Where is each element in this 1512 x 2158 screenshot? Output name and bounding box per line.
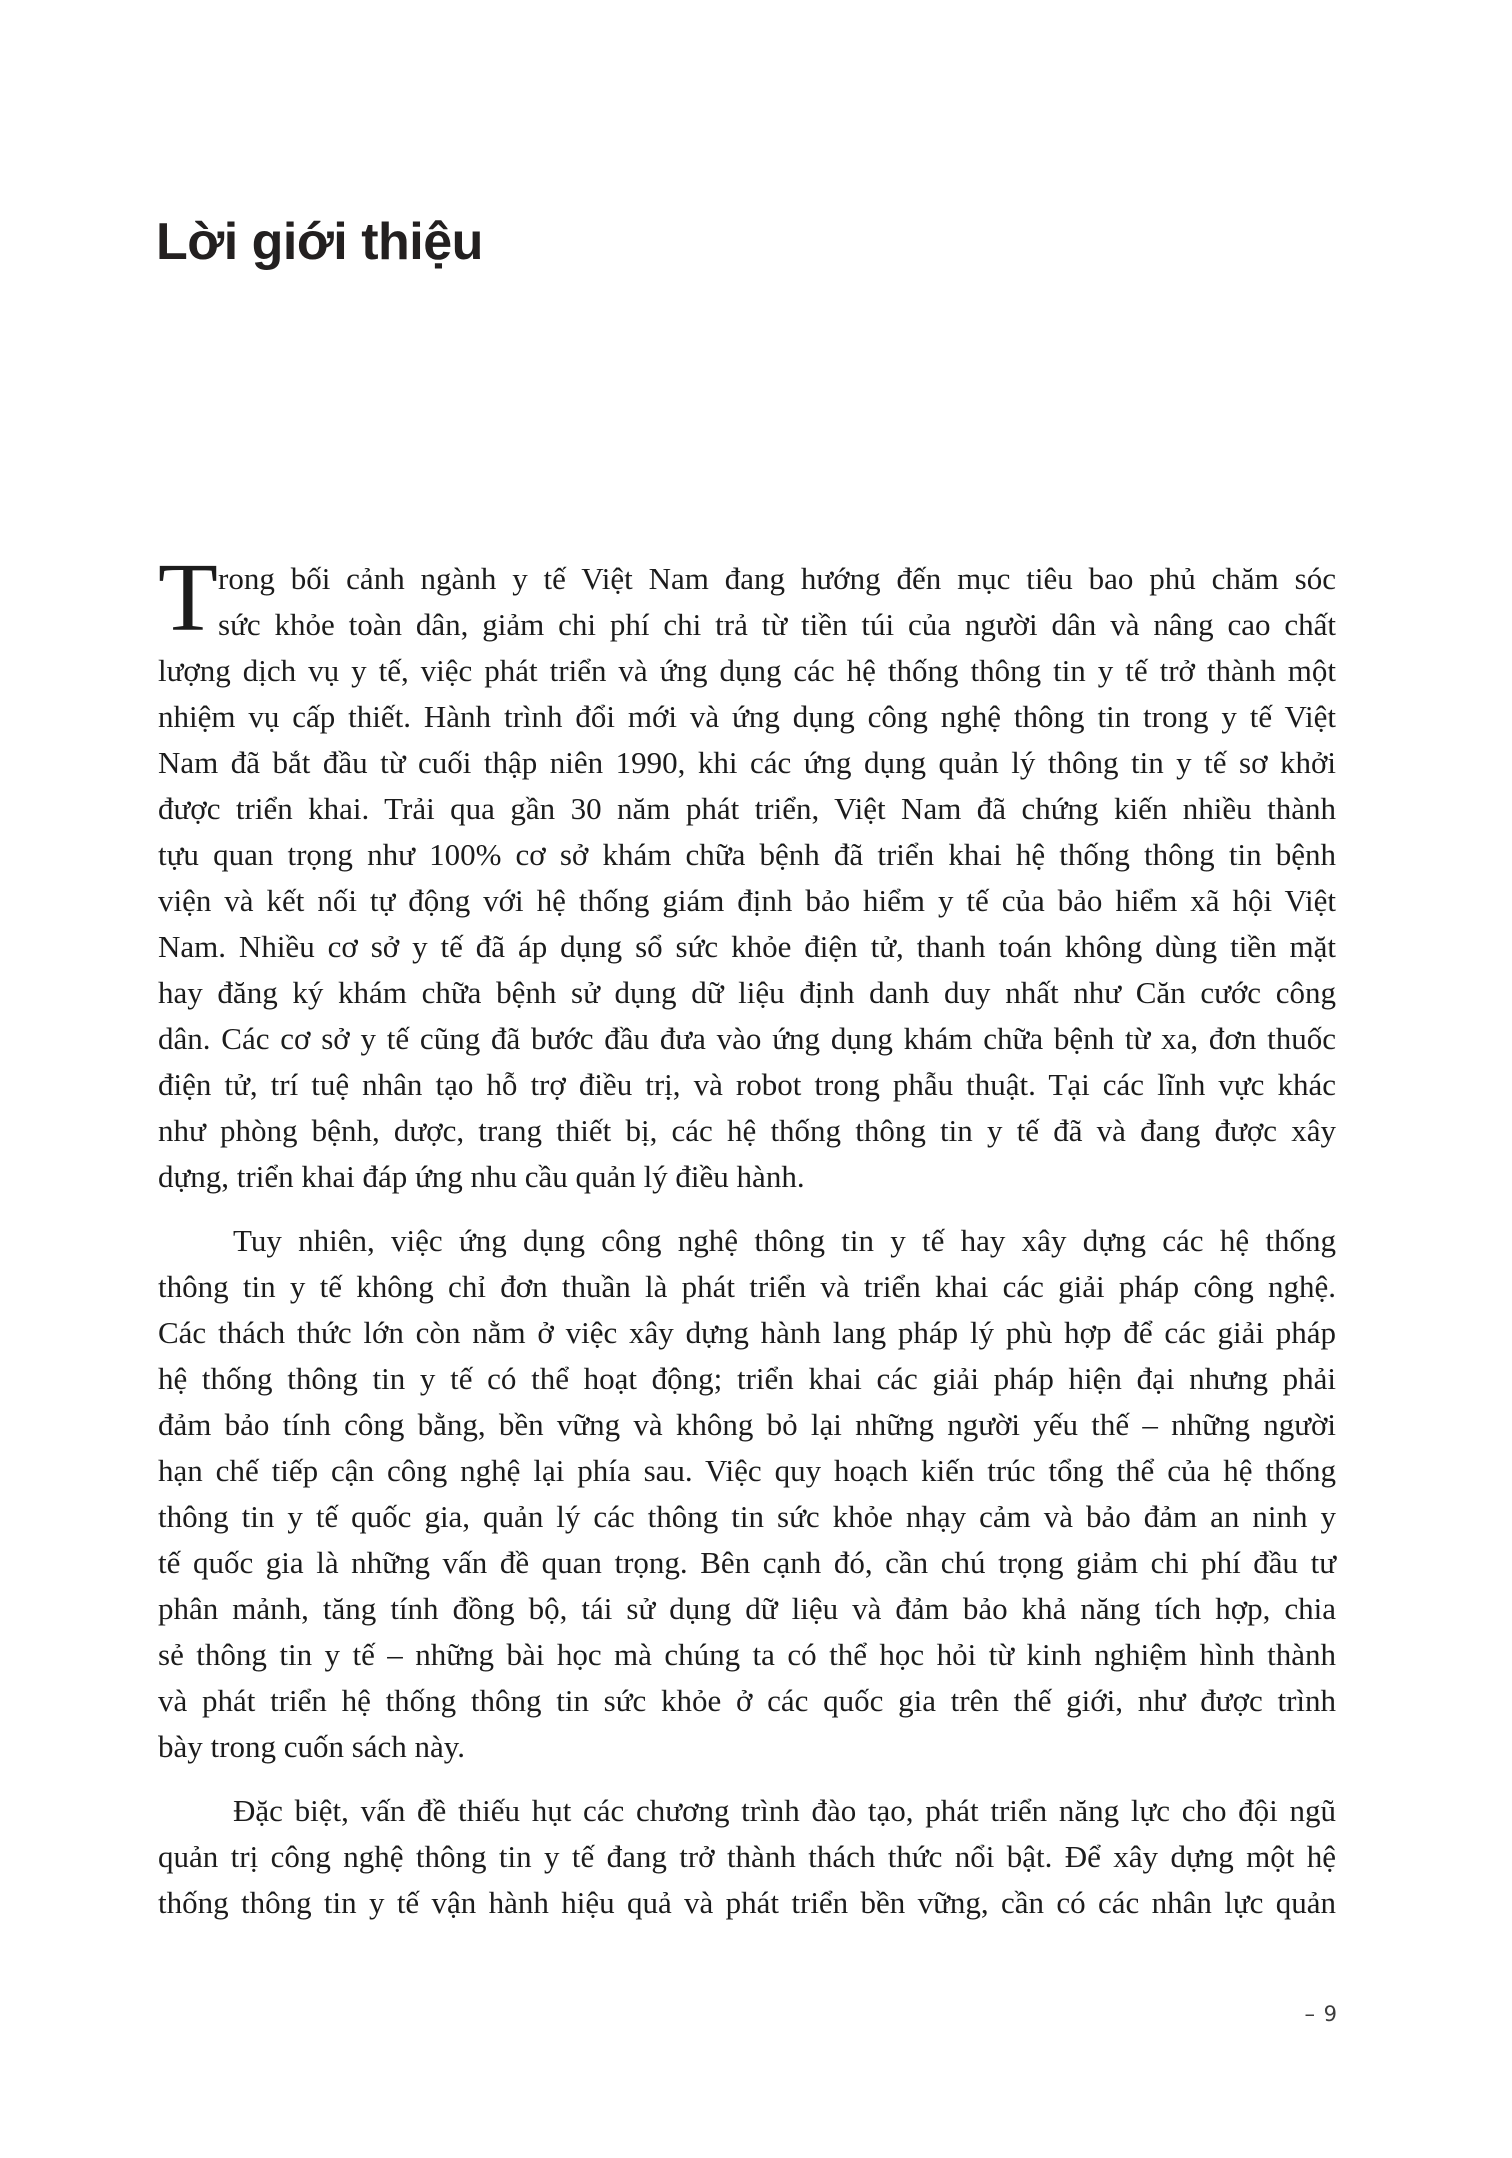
text-line: tựu quan trọng như 100% cơ sở khám chữa bệnh đã triển khai hệ thống thông tin bệnh	[158, 837, 1336, 872]
text-line: Nam đã bắt đầu từ cuối thập niên 1990, khi các ứng dụng quản lý thông tin y tế sơ khởi	[158, 745, 1336, 780]
text-line: hay đăng ký khám chữa bệnh sử dụng dữ liệu định danh duy nhất như Căn cước công	[158, 975, 1336, 1010]
text-line: hệ thống thông tin y tế có thể hoạt động; triển khai các giải pháp hiện đại nhưng phải	[158, 1361, 1336, 1396]
text-line: rong bối cảnh ngành y tế Việt Nam đang hướng đến mục tiêu bao phủ chăm sóc	[218, 561, 1336, 596]
paragraph-2	[158, 1218, 1336, 1770]
text-line: lượng dịch vụ y tế, việc phát triển và ứng dụng các hệ thống thông tin y tế trở thành một	[158, 653, 1336, 688]
text-line: dựng, triển khai đáp ứng nhu cầu quản lý điều hành.	[158, 1159, 805, 1194]
paragraph-1	[158, 544, 1336, 1200]
text-line: thông tin y tế không chỉ đơn thuần là phát triển và triển khai các giải pháp công nghệ.	[158, 1269, 1336, 1304]
body-text	[158, 544, 1336, 1926]
text-line: được triển khai. Trải qua gần 30 năm phát triển, Việt Nam đã chứng kiến nhiều thành	[158, 791, 1336, 826]
paragraph-3	[158, 1788, 1336, 1926]
text-line: Nam. Nhiều cơ sở y tế đã áp dụng sổ sức khỏe điện tử, thanh toán không dùng tiền mặt	[158, 929, 1336, 964]
text-line: đảm bảo tính công bằng, bền vững và không bỏ lại những người yếu thế – những người	[158, 1407, 1336, 1442]
text-line: Đặc biệt, vấn đề thiếu hụt các chương trình đào tạo, phát triển năng lực cho đội ngũ	[233, 1793, 1336, 1828]
text-line: như phòng bệnh, dược, trang thiết bị, các hệ thống thông tin y tế đã và đang được xây	[158, 1113, 1336, 1148]
text-line: thống thông tin y tế vận hành hiệu quả và phát triển bền vững, cần có các nhân lực quản	[158, 1885, 1336, 1920]
text-line: hạn chế tiếp cận công nghệ lại phía sau. Việc quy hoạch kiến trúc tổng thể của hệ thống	[158, 1453, 1336, 1488]
text-line: và phát triển hệ thống thông tin sức khỏe ở các quốc gia trên thế giới, như được trình	[158, 1683, 1336, 1718]
text-line: phân mảnh, tăng tính đồng bộ, tái sử dụng dữ liệu và đảm bảo khả năng tích hợp, chia	[158, 1591, 1336, 1626]
text-line: viện và kết nối tự động với hệ thống giám định bảo hiểm y tế của bảo hiểm xã hội Việt	[158, 883, 1336, 918]
text-line: thông tin y tế quốc gia, quản lý các thông tin sức khỏe nhạy cảm và bảo đảm an ninh y	[158, 1499, 1336, 1534]
text-line: bày trong cuốn sách này.	[158, 1729, 466, 1764]
text-line: sẻ thông tin y tế – những bài học mà chúng ta có thể học hỏi từ kinh nghiệm hình thành	[158, 1637, 1336, 1672]
text-line: dân. Các cơ sở y tế cũng đã bước đầu đưa vào ứng dụng khám chữa bệnh từ xa, đơn thuốc	[158, 1021, 1336, 1056]
text-line: Các thách thức lớn còn nằm ở việc xây dựng hành lang pháp lý phù hợp để các giải pháp	[158, 1315, 1336, 1350]
text-line: sức khỏe toàn dân, giảm chi phí chi trả từ tiền túi của người dân và nâng cao chất	[218, 607, 1336, 642]
page-number: – 9	[1304, 2002, 1338, 2026]
page-title: Lời giới thiệu	[156, 213, 483, 271]
text-line: nhiệm vụ cấp thiết. Hành trình đổi mới và ứng dụng công nghệ thông tin trong y tế Việt	[158, 699, 1336, 734]
text-line: điện tử, trí tuệ nhân tạo hỗ trợ điều trị, và robot trong phẫu thuật. Tại các lĩnh vực khác	[158, 1067, 1336, 1102]
text-line: tế quốc gia là những vấn đề quan trọng. Bên cạnh đó, cần chú trọng giảm chi phí đầu tư	[158, 1545, 1336, 1580]
drop-cap: T	[158, 544, 218, 652]
text-line: quản trị công nghệ thông tin y tế đang trở thành thách thức nổi bật. Để xây dựng một hệ	[158, 1839, 1336, 1874]
text-line: Tuy nhiên, việc ứng dụng công nghệ thông tin y tế hay xây dựng các hệ thống	[233, 1223, 1336, 1258]
